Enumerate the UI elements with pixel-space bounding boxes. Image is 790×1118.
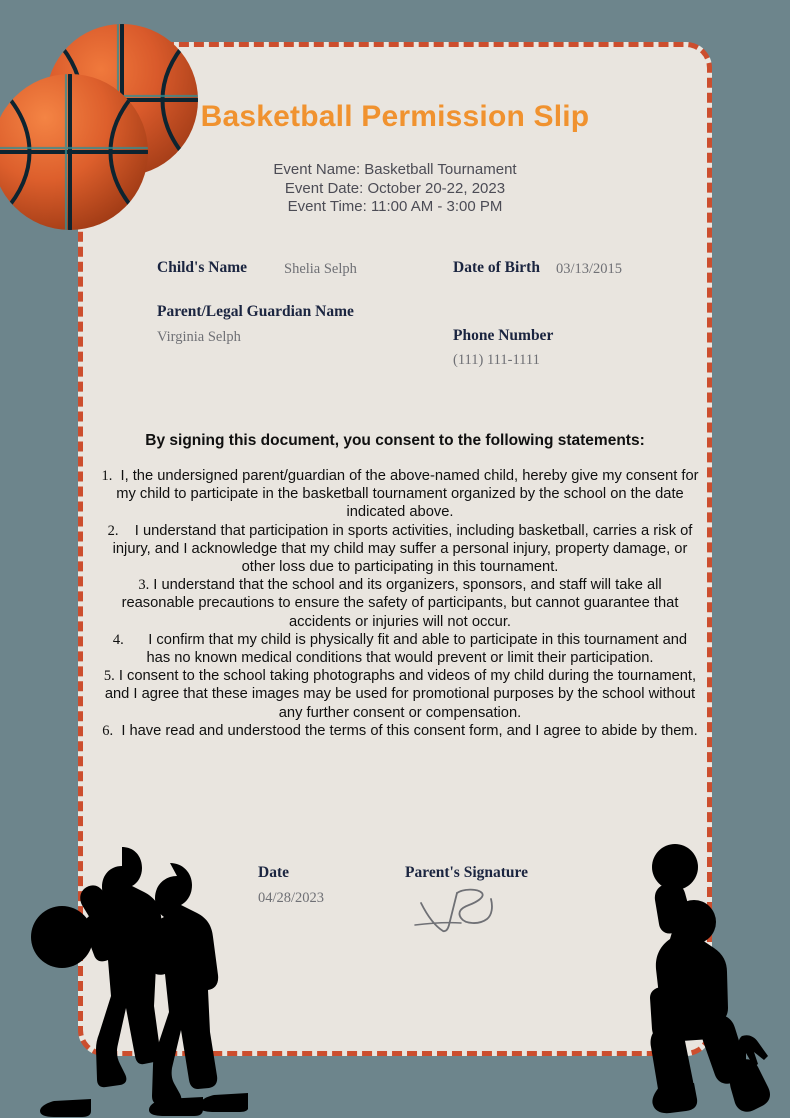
event-date: Event Date: October 20-22, 2023 xyxy=(284,179,506,197)
permission-slip-card xyxy=(78,42,712,1056)
guardian-name-value[interactable]: Virginia Selph xyxy=(157,329,241,345)
consent-item-text: I confirm that my child is physically fit and able to participate in this tournament and has no known medical conditions that would prevent or limit their participation. xyxy=(146,631,688,667)
date-of-birth-value[interactable]: 03/13/2015 xyxy=(556,261,623,277)
date-label: Date xyxy=(258,864,289,881)
date-of-birth-label: Date of Birth xyxy=(453,259,540,276)
consent-item xyxy=(101,667,699,722)
consent-item-number: 3. xyxy=(138,577,150,594)
consent-item-text: I understand that the school and its organizers, sponsors, and staff will take all reasonable precautions to ensure the safety of participants, but cannot guarantee that accidents or injuries will not occur. xyxy=(121,577,679,630)
date-value[interactable]: 04/28/2023 xyxy=(258,890,325,906)
child-name-value[interactable]: Shelia Selph xyxy=(284,261,357,277)
event-details xyxy=(83,161,707,217)
consent-item-number: 5. xyxy=(103,668,115,685)
guardian-name-label: Parent/Legal Guardian Name xyxy=(157,303,354,320)
consent-item-text: I understand that participation in sports activities, including basketball, carries a risk of injury, and I acknowledge that my child may suffer a personal injury, property damage, or other loss due to participating in this tournament. xyxy=(112,522,693,576)
consent-item xyxy=(101,522,699,577)
parent-signature-mark[interactable] xyxy=(413,885,523,937)
consent-item-text: I, the undersigned parent/guardian of the above-named child, hereby give my consent for my child to participate in the basketball tournament organized by the school on the date indicated above. xyxy=(116,468,699,521)
consent-item-number: 1. xyxy=(101,468,113,484)
phone-number-value[interactable]: (111) 111-1111 xyxy=(453,352,540,368)
event-name: Event Name: Basketball Tournament xyxy=(273,161,517,178)
event-time: Event Time: 11:00 AM - 3:00 PM xyxy=(287,198,503,215)
consent-item xyxy=(101,576,699,631)
consent-item xyxy=(101,467,699,522)
signature-label: Parent's Signature xyxy=(405,864,529,881)
consent-item xyxy=(101,722,699,740)
consent-heading: By signing this document, you consent to the following statements: xyxy=(145,432,645,449)
page-title: Basketball Permission Slip xyxy=(200,100,590,133)
consent-item-number: 6. xyxy=(102,722,114,739)
card-inner xyxy=(83,47,707,1051)
consent-item-text: I have read and understood the terms of this consent form, and I agree to abide by them. xyxy=(121,722,698,739)
consent-item xyxy=(101,631,699,667)
consent-item-text: I consent to the school taking photographs and videos of my child during the tournament, and I agree that these images may be used for promotional purposes by the school without any further consent or compensation. xyxy=(104,668,697,721)
child-name-label: Child's Name xyxy=(157,259,247,276)
consent-statement-list xyxy=(101,467,699,740)
consent-item-number: 4. xyxy=(112,631,124,648)
consent-item-number: 2. xyxy=(107,522,119,539)
phone-number-label: Phone Number xyxy=(453,327,554,344)
